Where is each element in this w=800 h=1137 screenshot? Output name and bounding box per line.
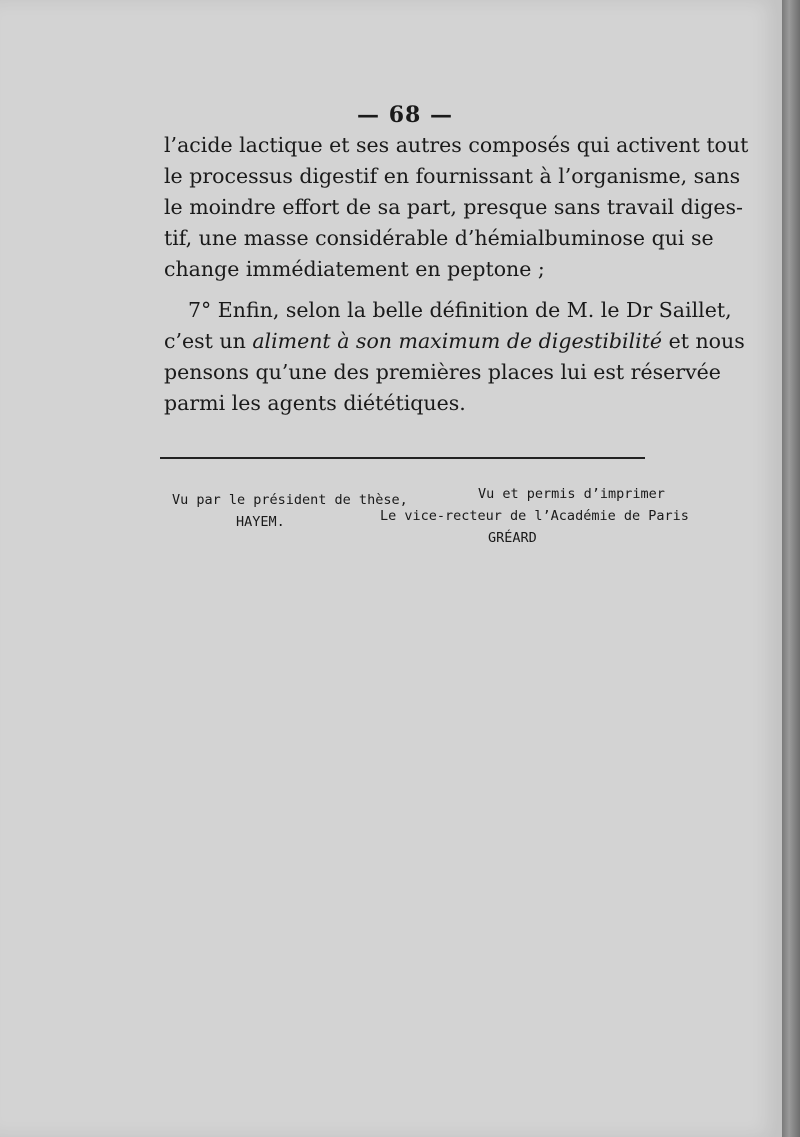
signature-permit-label: Vu et permis d’imprimer: [478, 486, 665, 502]
text-line: 7° Enfin, selon la belle définition de M. le Dr Saillet,: [188, 298, 732, 322]
signature-president-label: Vu par le président de thèse,: [172, 492, 408, 508]
text-fragment: et nous: [662, 329, 745, 353]
horizontal-rule: [160, 457, 645, 459]
signature-president-name: HAYEM.: [236, 514, 285, 530]
text-line: parmi les agents diététiques.: [164, 391, 466, 415]
text-line: le processus digestif en fournissant à l’organisme, sans: [164, 164, 741, 188]
text-line-with-italic: [164, 326, 745, 356]
text-line: tif, une masse considérable d’hémialbuminose qui se: [164, 226, 714, 250]
show-through-text: [150, 790, 650, 814]
signature-vice-rector-name: GRÉARD: [488, 530, 537, 546]
text-line: pensons qu’une des premières places lui est réservée: [164, 360, 721, 384]
text-line: change immédiatement en peptone ;: [164, 257, 545, 281]
text-line: l’acide lactique et ses autres composés qui activent tout: [164, 133, 749, 157]
text-line: le moindre effort de sa part, presque sans travail diges-: [164, 195, 743, 219]
page-edge-shadow: [782, 0, 800, 1137]
italic-phrase: aliment à son maximum de digestibilité: [252, 329, 663, 353]
page-number: — 68 —: [357, 102, 453, 128]
text-fragment: c’est un: [164, 329, 253, 353]
signature-vice-rector-title: Le vice-recteur de l’Académie de Paris: [380, 508, 689, 524]
